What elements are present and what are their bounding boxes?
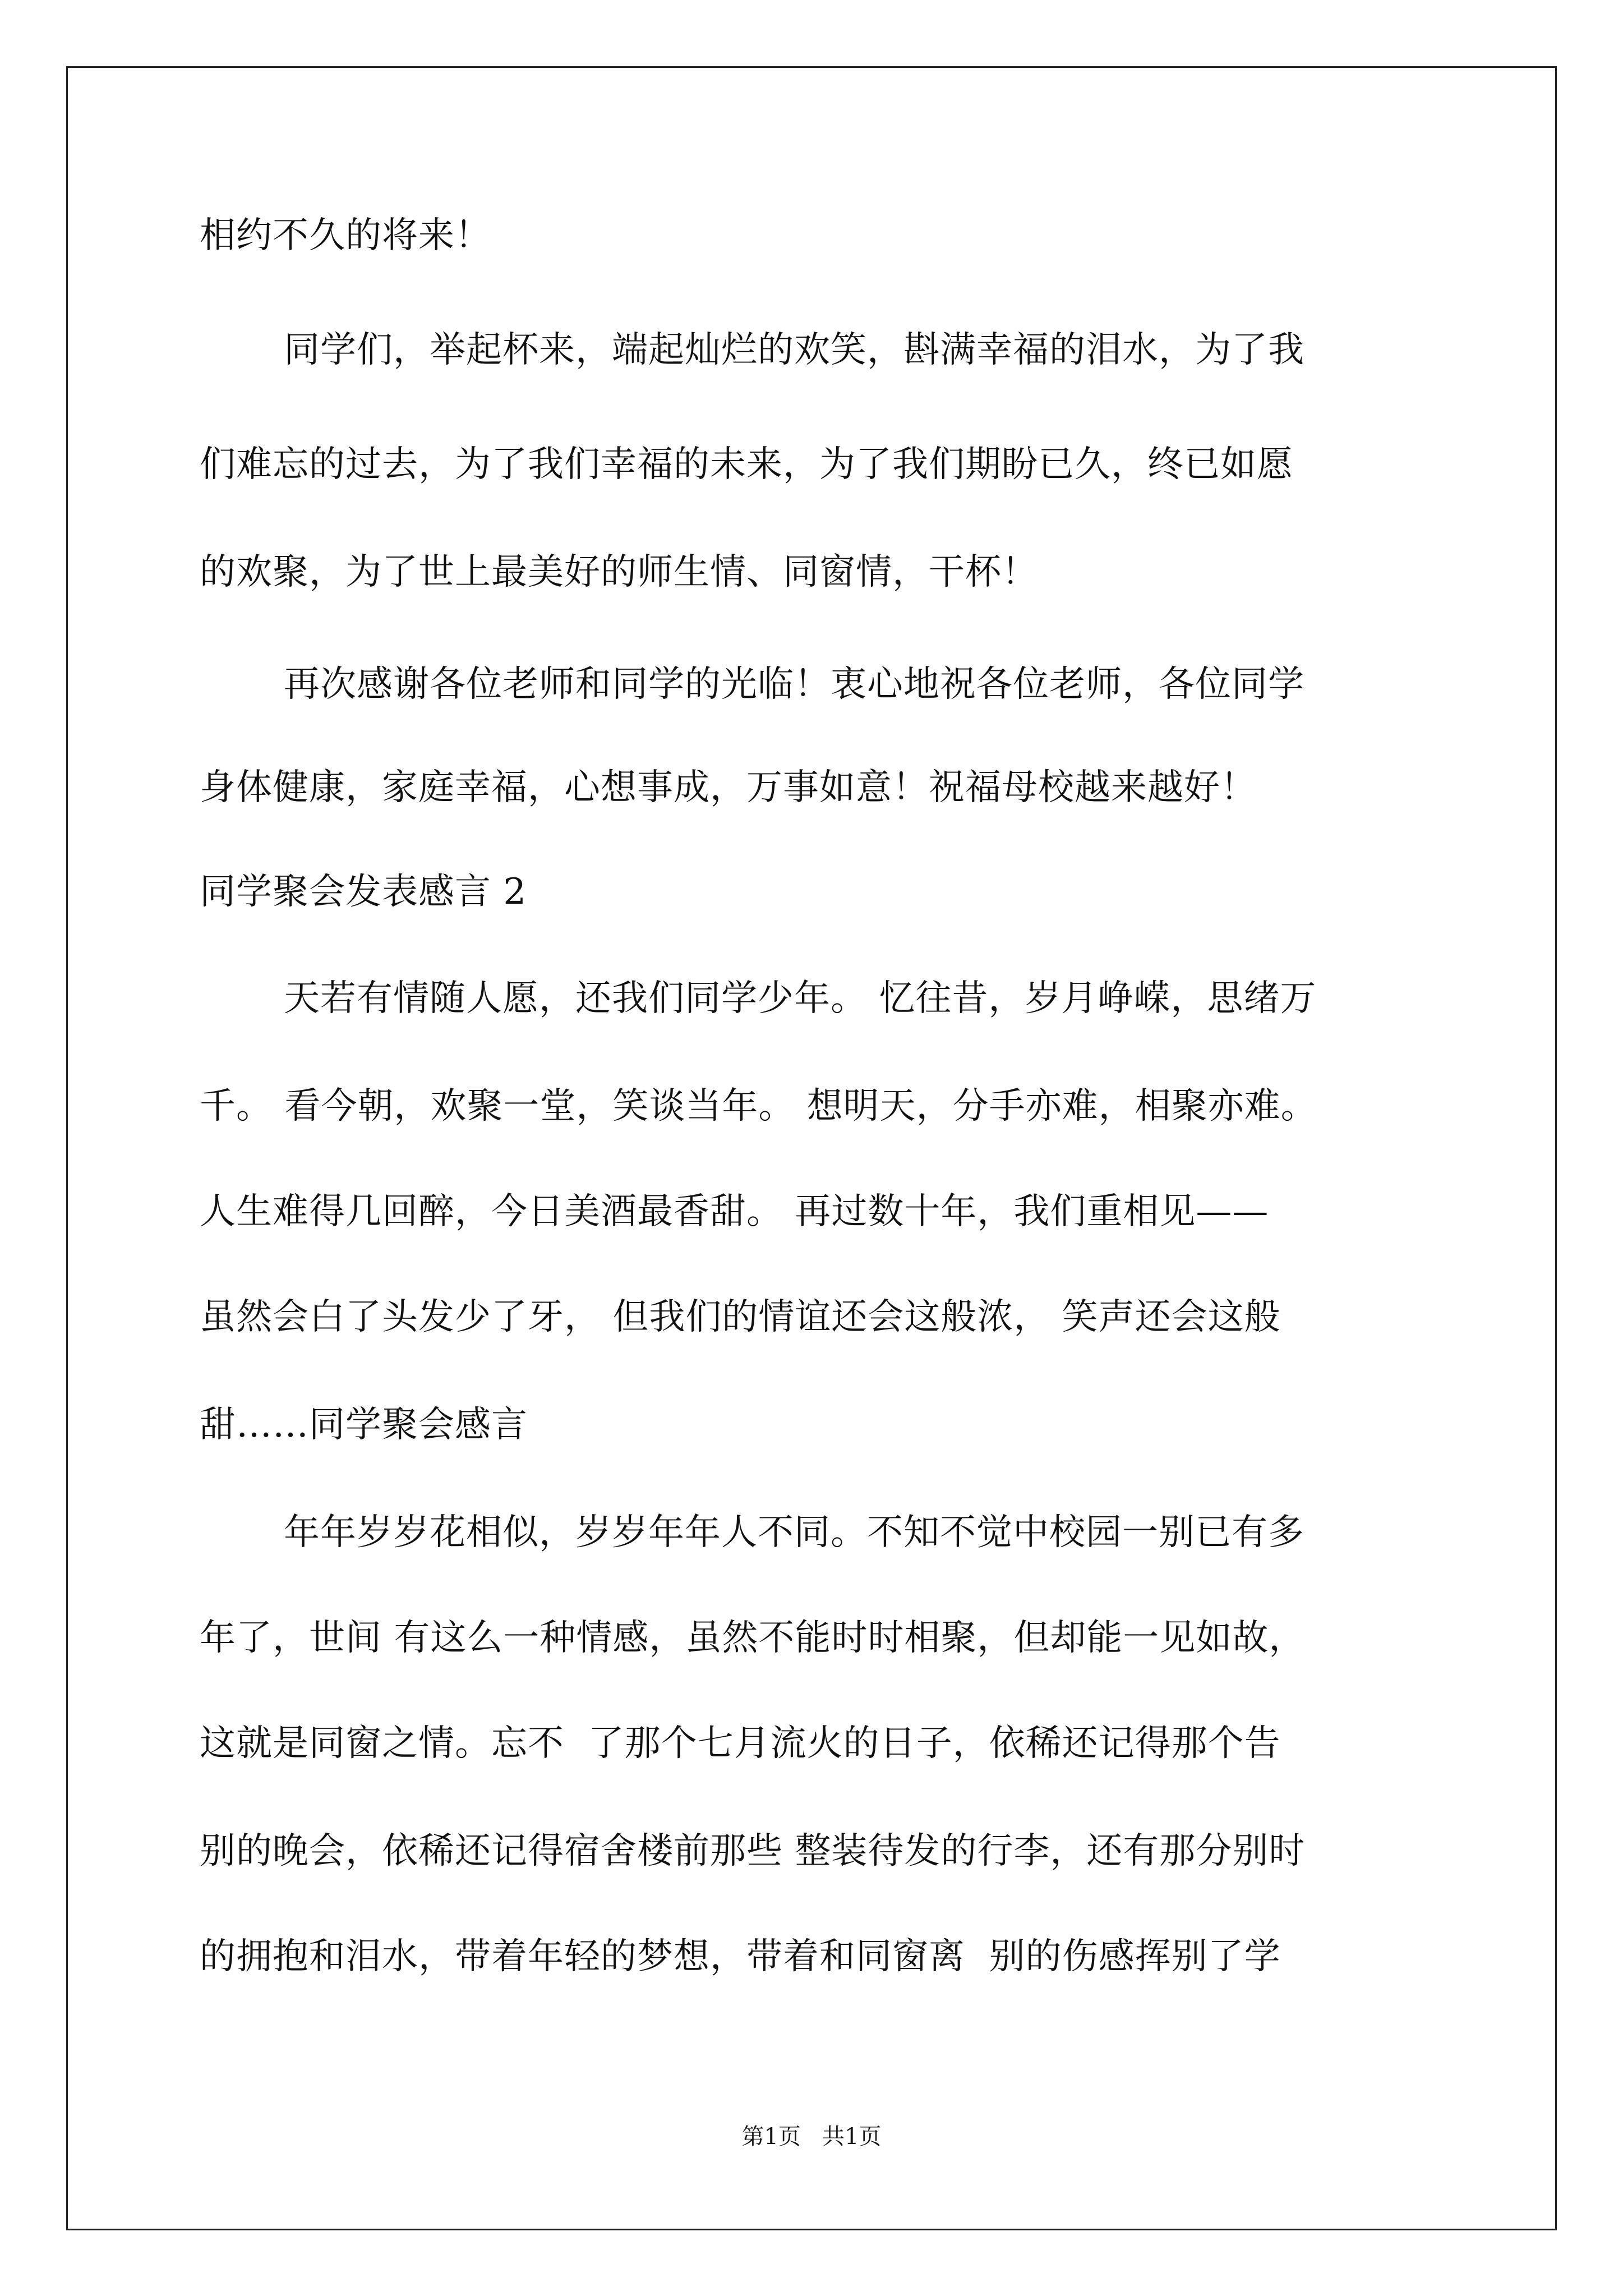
page-footer: 第1页 共1页: [741, 2124, 882, 2150]
text-line: 这就是同窗之情。忘不 了那个七月流火的日子，依稀还记得那个告: [200, 1723, 1281, 1764]
section-heading: 同学聚会发表感言 2: [200, 871, 527, 913]
paragraph-first-line: 同学们，举起杯来，端起灿烂的欢笑，斟满幸福的泪水，为了我: [284, 329, 1304, 371]
text-line: 甜……同学聚会感言: [200, 1404, 528, 1446]
page-border: [66, 66, 1557, 2230]
text-line: 相约不久的将来！: [200, 215, 491, 256]
text-line: 千。 看今朝，欢聚一堂，笑谈当年。 想明天，分手亦难，相聚亦难。: [200, 1085, 1317, 1127]
text-line: 的拥抱和泪水，带着年轻的梦想，带着和同窗离 别的伤感挥别了学: [200, 1936, 1281, 1977]
text-line: 人生难得几回醉，今日美酒最香甜。 再过数十年，我们重相见——: [200, 1191, 1269, 1232]
text-line: 们难忘的过去，为了我们幸福的未来，为了我们期盼已久，终已如愿: [200, 444, 1293, 485]
paragraph-first-line: 再次感谢各位老师和同学的光临！衷心地祝各位老师，各位同学: [284, 664, 1304, 705]
text-line: 身体健康，家庭幸福，心想事成，万事如意！祝福母校越来越好！: [200, 767, 1257, 808]
text-line: 的欢聚，为了世上最美好的师生情、同窗情，干杯！: [200, 551, 1038, 593]
paragraph-first-line: 年年岁岁花相似，岁岁年年人不同。不知不觉中校园一别已有多: [284, 1512, 1304, 1553]
text-line: 年了，世间 有这么一种情感，虽然不能时时相聚，但却能一见如故，: [200, 1617, 1306, 1659]
text-line: 别的晚会，依稀还记得宿舍楼前那些 整装待发的行李，还有那分别时: [200, 1830, 1306, 1872]
text-line: 虽然会白了头发少了牙， 但我们的情谊还会这般浓， 笑声还会这般: [200, 1296, 1281, 1338]
paragraph-first-line: 天若有情随人愿，还我们同学少年。 忆往昔，岁月峥嵘，思绪万: [284, 978, 1317, 1019]
